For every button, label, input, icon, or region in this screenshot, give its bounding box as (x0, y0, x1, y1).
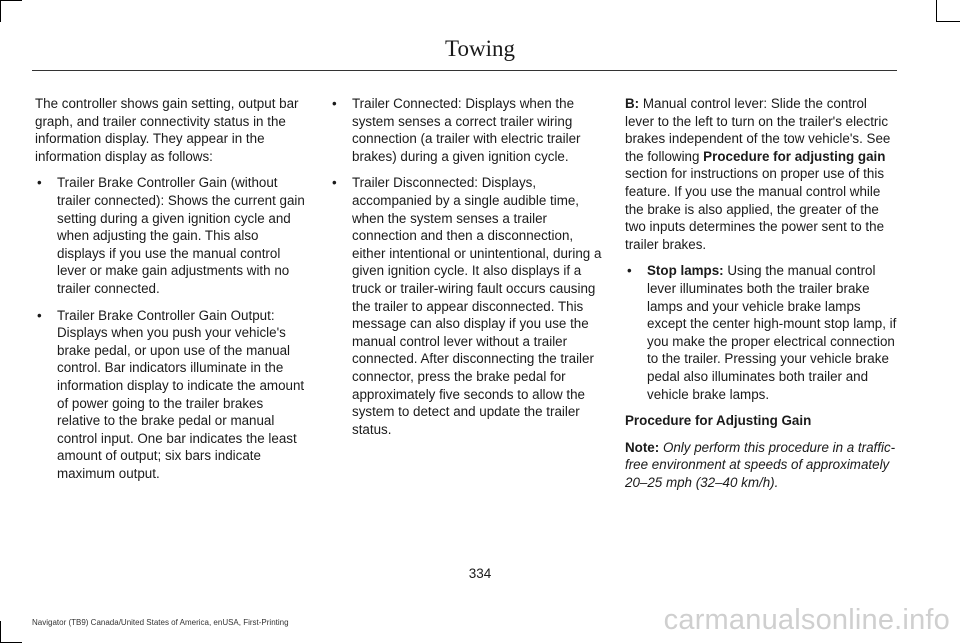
stop-lamps-label: Stop lamps: (647, 263, 724, 279)
bullet-list (330, 95, 602, 438)
crop-mark (0, 0, 22, 1)
watermark: carmanualsonline.info (663, 604, 950, 636)
column-2 (330, 95, 602, 447)
list-item: • Trailer Disconnected: Displays, accompanied by a single audible time, when the system senses a trailer connection and then a disconnection, either intentional or unintentional, during a given ignition cycle. It also displays if a truck or trailer-wiring fault occurs causing the trailer to appear disconnected. This message can also display if you use the manual control lever without a trailer connected. After disconnecting the trailer connector, press the brake pedal for approximately five seconds to allow the system to detect and update the trailer status. (330, 174, 602, 438)
crop-mark (0, 621, 1, 643)
column-1 (35, 95, 307, 491)
column-3 (625, 95, 897, 500)
page-title: Towing (445, 36, 515, 61)
intro-paragraph: The controller shows gain setting, output bar graph, and trailer connectivity status in the information display. They appear in the information display as follows: (35, 96, 299, 164)
crop-mark (936, 0, 937, 22)
list-item: • Trailer Brake Controller Gain (without trailer connected): Shows the current gain setting during a given ignition cycle and when adjusting the gain. This also displays if you use the manual control lever or make gain adjustments with no trailer connected. (35, 174, 307, 297)
note-text: Only perform this procedure in a traffic-free environment at speeds of approximately 20–25 mph (32–40 km/h). (625, 439, 896, 490)
crop-mark (936, 21, 960, 22)
note-paragraph (625, 439, 897, 492)
list-item: • Trailer Brake Controller Gain Output: Displays when you push your vehicle's brake pedal, or upon use of the manual control. Bar indicators illuminate in the information display to indicate the amount of power going to the trailer brakes relative to the brake pedal or manual control input. One bar indicates the least amount of output; six bars indicate maximum output. (35, 307, 307, 483)
list-item-text: Using the manual control lever illuminates both the trailer brake lamps and your vehicle brake lamps except the center high-mount stop lamp, if you make the proper electrical connection to the trailer. Pressing your vehicle brake pedal also illuminates both trailer and vehicle brake lamps. (647, 263, 897, 402)
b-label: B: (625, 96, 640, 111)
publication-info: Navigator (TB9) Canada/United States of America, enUSA, First-Printing (32, 618, 289, 627)
list-item (625, 262, 897, 403)
paragraph-text: section for instructions on proper use of this feature. If you use the manual control while the brake is also applied, the greater of the two inputs determines the power sent to the trailer brakes. (625, 166, 885, 252)
section-heading: Procedure for Adjusting Gain (625, 413, 812, 429)
bullet-list (35, 174, 307, 482)
header-divider (32, 70, 897, 71)
list-item: • Trailer Connected: Displays when the system senses a correct trailer wiring connection (a trailer with electric trailer brakes) during a given ignition cycle. (330, 95, 602, 165)
manual-control-paragraph (625, 95, 897, 253)
paragraph-text: Manual control lever: Slide the control lever to the left to turn on the trailer's electric brakes independent of the tow vehicle's. See the following (625, 96, 891, 164)
procedure-reference: Procedure for adjusting gain (703, 148, 886, 164)
bullet-list (625, 262, 897, 403)
page-number: 334 (468, 566, 492, 581)
crop-mark (0, 0, 1, 22)
note-label: Note: (625, 439, 660, 455)
